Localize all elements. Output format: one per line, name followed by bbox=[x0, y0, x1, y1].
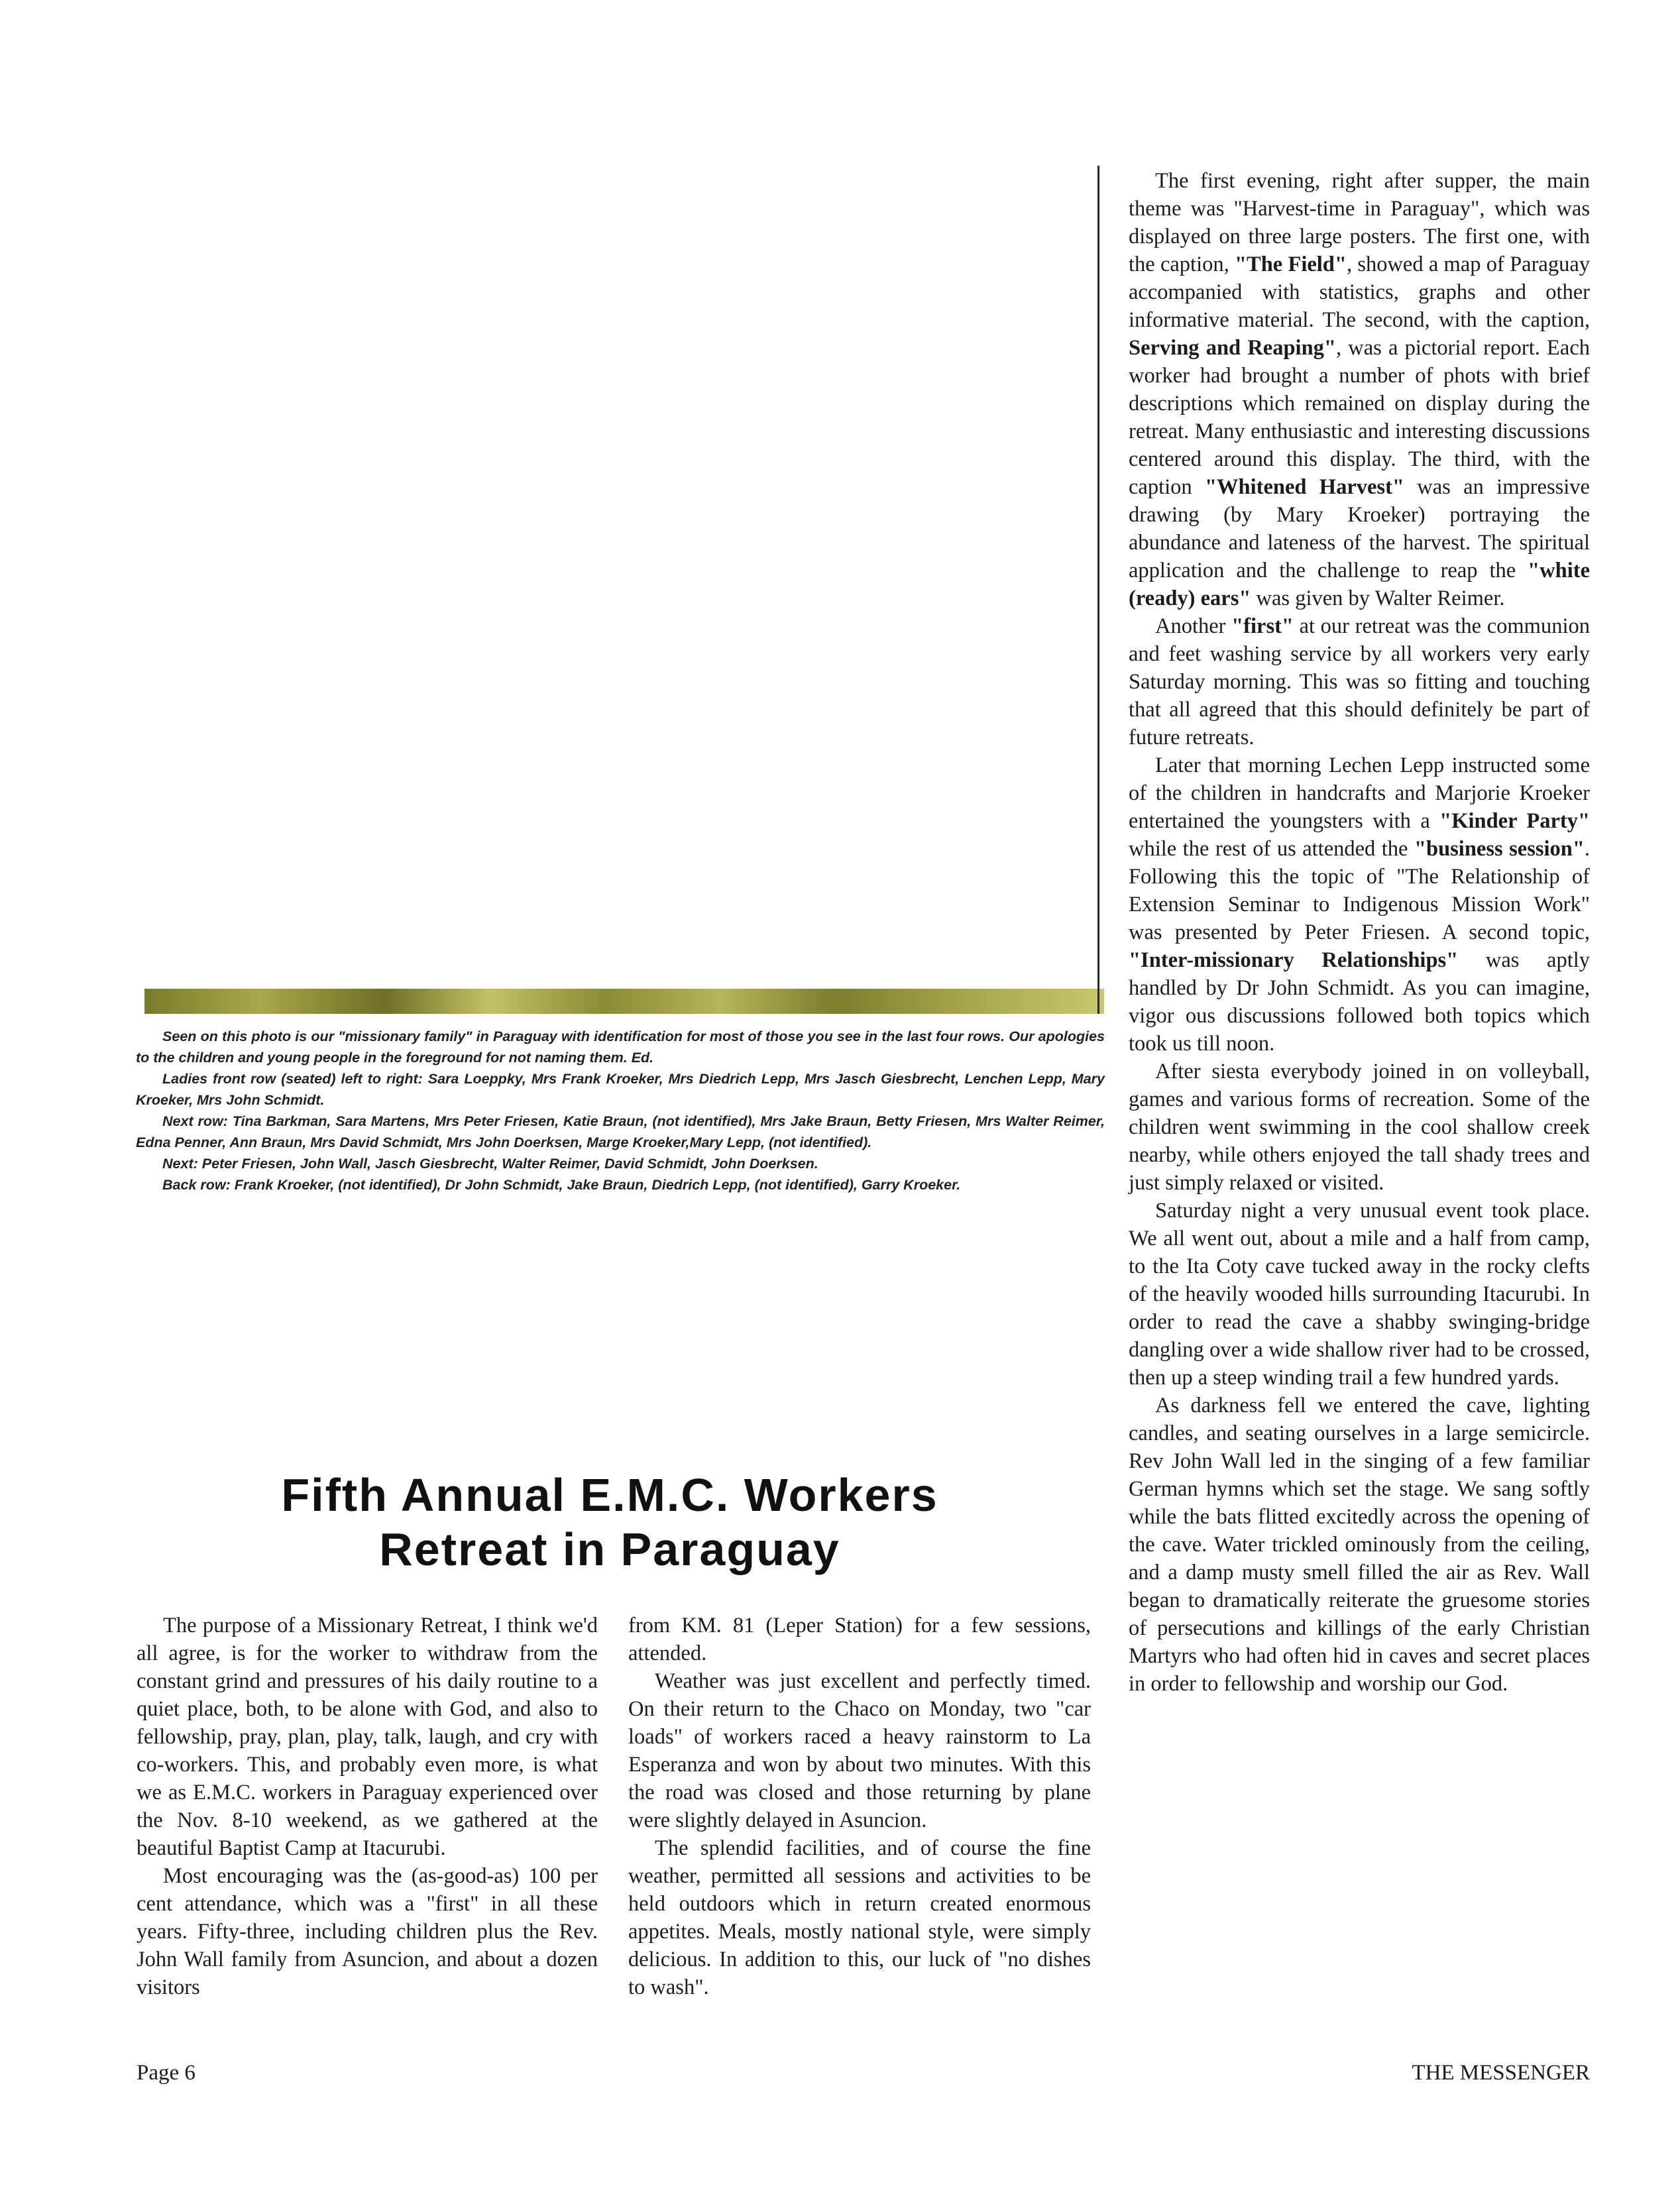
paragraph: Saturday night a very unusual event took place. We all went out, about a mile and a half from camp, to the Ita Coty cave tucked away in the rocky clefts of the heavily wooded hills surrounding Itacurubi. In order to read the cave a shabby swinging-bridge dangling over a wide shallow river had to be crossed, then up a steep winding trail a few hundred yards. bbox=[1129, 1199, 1590, 1390]
caption-intro: Seen on this photo is our "missionary family" in Paraguay with identification for most of those you see in the last four rows. Our apologies to the children and young people in the foreground for not naming them. Ed. bbox=[136, 1028, 1105, 1066]
paragraph: Another "first" at our retreat was the communion and feet washing service by all workers very early Saturday morning. This was so fitting and touching that all agreed that this should definitely be part of future retreats. bbox=[1129, 614, 1590, 749]
paragraph: Weather was just excellent and perfectly timed. On their return to the Chaco on Monday, two "car loads" of workers raced a heavy rainstorm to La Esperanza and won by about two minutes. With this the road was closed and those returning by plane were slightly delayed in Asuncion. bbox=[628, 1669, 1091, 1832]
caption-next-row-2: Next: Peter Friesen, John Wall, Jasch Giesbrecht, Walter Reimer, David Schmidt, John Doerksen. bbox=[162, 1156, 818, 1172]
group-photo bbox=[144, 989, 1104, 1014]
article-column-left bbox=[137, 1612, 598, 2001]
caption-next-row-1: Next row: Tina Barkman, Sara Martens, Mrs Peter Friesen, Katie Braun, (not identified), Mrs Jake Braun, Betty Friesen, Mrs Walter Reimer, Edna Penner, Ann Braun, Mrs David Schmidt, Mrs John Doerksen, Marge Kroeker,Mary Lepp, (not identified). bbox=[136, 1113, 1105, 1150]
paragraph: Later that morning Lechen Lepp instructed some of the children in handcrafts and Marjorie Kroeker entertained the youngsters with a "Kinder Party" while the rest of us attended the "business session". Following this the topic of "The Relationship of Extension Seminar to Indigenous Mission Work" was presented by Peter Friesen. A second topic, "Inter-missionary Relationships" was aptly handled by Dr John Schmidt. As you can imagine, vigor ous discussions followed both topics which took us till noon. bbox=[1129, 753, 1591, 1056]
caption-ladies-row: Ladies front row (seated) left to right: Sara Loeppky, Mrs Frank Kroeker, Mrs Diedrich Lepp, Mrs Jasch Giesbrecht, Lenchen Lepp, Mary Kroeker, Mrs John Schmidt. bbox=[136, 1071, 1105, 1108]
photo-caption bbox=[136, 1026, 1105, 1195]
headline-line-1: Fifth Annual E.M.C. Workers bbox=[281, 1469, 938, 1521]
photo-area bbox=[133, 133, 1100, 1014]
paragraph: The purpose of a Missionary Retreat, I think we'd all agree, is for the worker to withdraw from the constant grind and pressures of his daily routine to a quiet place, both, to be alone with God, and also to fellowship, pray, plan, play, talk, laugh, and cry with co-workers. This, and probably even more, is what we as E.M.C. workers in Paraguay experienced over the Nov. 8-10 weekend, as we gathered at the beautiful Baptist Camp at Itacurubi. bbox=[137, 1614, 598, 1860]
caption-back-row: Back row: Frank Kroeker, (not identified), Dr John Schmidt, Jake Braun, Diedrich Lepp, (not identified), Garry Kroeker. bbox=[162, 1177, 961, 1193]
headline-line-2: Retreat in Paraguay bbox=[379, 1523, 840, 1575]
paragraph: Most encouraging was the (as-good-as) 100 per cent attendance, which was a "first" in all these years. Fifty-three, including children plus the Rev. John Wall family from Asuncion, and about a dozen visitors bbox=[137, 1864, 598, 1999]
article-headline bbox=[199, 1468, 1021, 1576]
paragraph: from KM. 81 (Leper Station) for a few sessions, attended. bbox=[628, 1614, 1091, 1665]
paragraph: The first evening, right after supper, the main theme was "Harvest-time in Paraguay", which was displayed on three large posters. The first one, with the caption, "The Field", showed a map of Paraguay accompanied with statistics, graphs and other informative material. The second, with the caption, Serving and Reaping", was a pictorial report. Each worker had brought a number of phots with brief descriptions which remained on display during the retreat. Many enthusiastic and interesting discussions centered around this display. The third, with the caption "Whitened Harvest" was an impressive drawing (by Mary Kroeker) portraying the abundance and lateness of the harvest. The spiritual application and the challenge to reap the "white (ready) ears" was given by Walter Reimer. bbox=[1129, 169, 1590, 610]
article-column-right bbox=[1129, 167, 1590, 1698]
paragraph: After siesta everybody joined in on volleyball, games and various forms of recreation. Some of the children went swimming in the cool shallow creek nearby, while others enjoyed the tall shady trees and just simply relaxed or visited. bbox=[1129, 1060, 1590, 1195]
column-divider bbox=[1097, 166, 1099, 1014]
paragraph: As darkness fell we entered the cave, lighting candles, and seating ourselves in a large semicircle. Rev John Wall led in the singing of a few familiar German hymns which set the stage. We sang softly while the bats flitted excitedly across the opening of the cave. Water trickled ominously from the ceiling, and a damp musty smell filled the air as Rev. Wall began to dramatically reiterate the gruesome stories of persecutions and killings of the early Christian Martyrs who had often hid in caves and secret places in order to fellowship and worship our God. bbox=[1129, 1394, 1590, 1696]
article-column-middle bbox=[628, 1612, 1091, 2001]
paragraph: The splendid facilities, and of course the fine weather, permitted all sessions and activities to be held outdoors which in return created enormous appetites. Meals, mostly national style, were simply delicious. In addition to this, our luck of "no dishes to wash". bbox=[628, 1836, 1091, 1999]
page-number: Page 6 bbox=[137, 2061, 196, 2085]
publication-name: THE MESSENGER bbox=[1412, 2061, 1590, 2085]
